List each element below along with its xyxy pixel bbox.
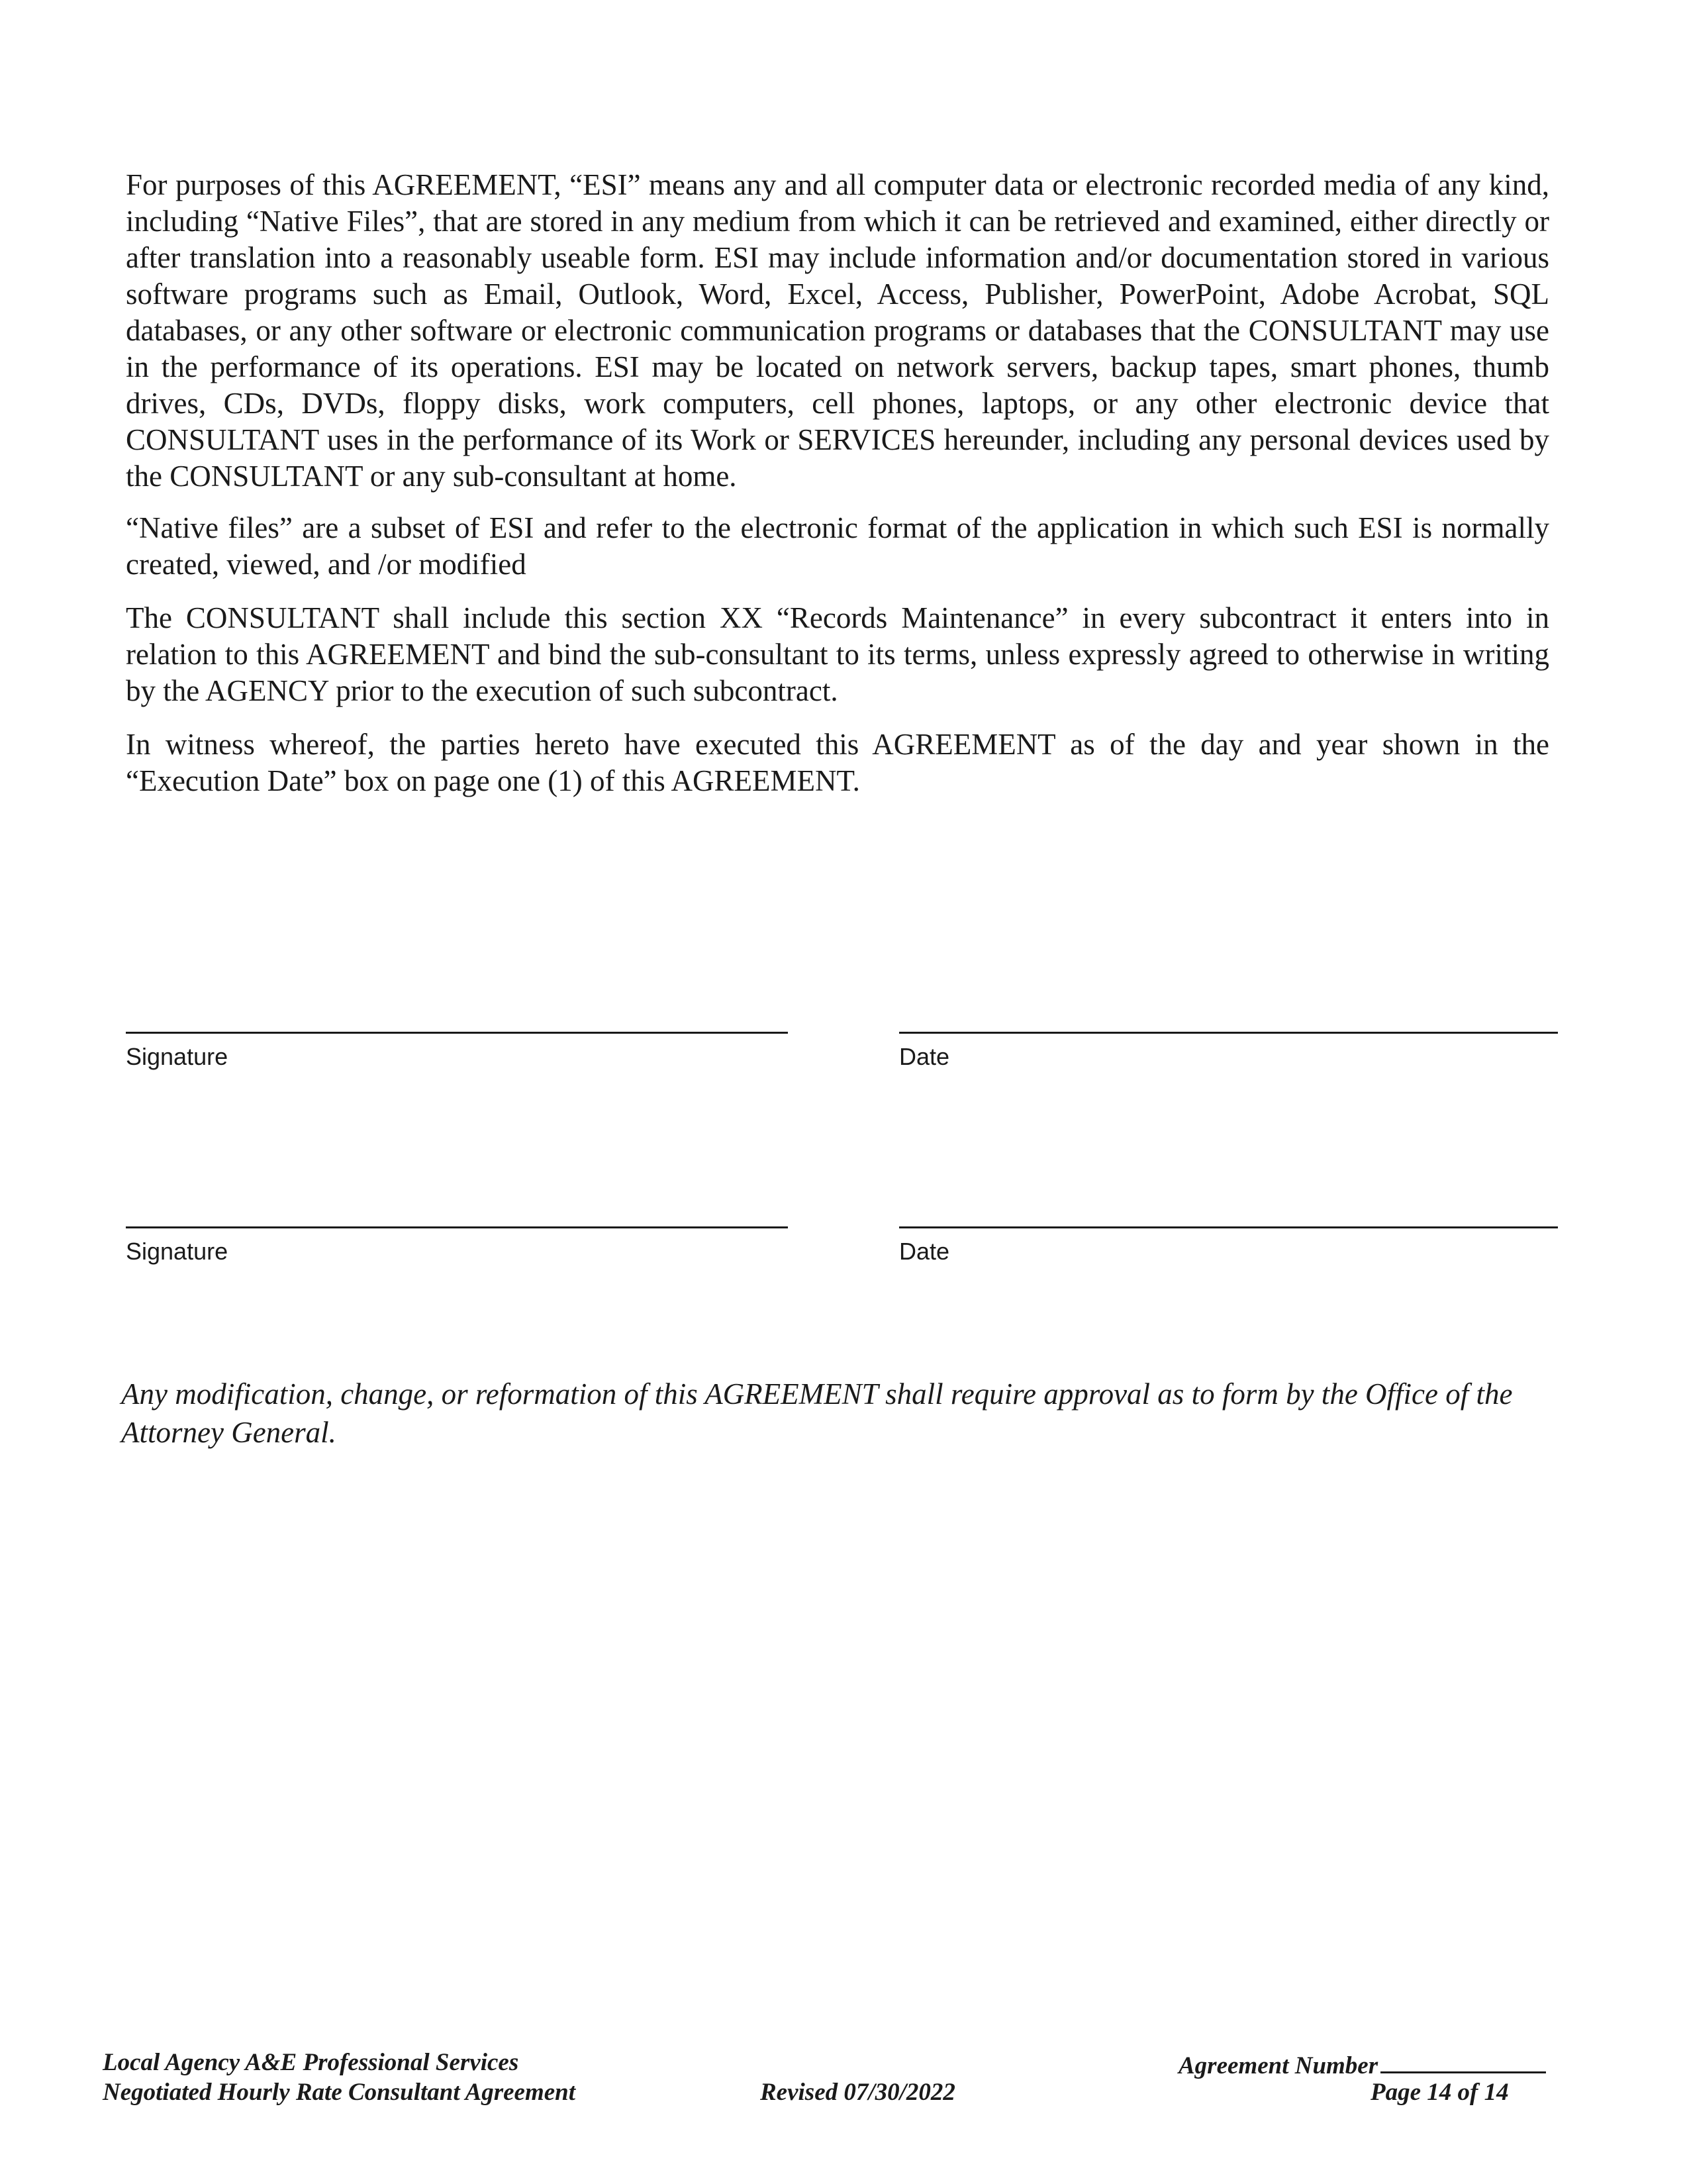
date-line[interactable] [899, 1226, 1558, 1228]
subcontract-paragraph: The CONSULTANT shall include this section XX “Records Maintenance” in every subcontract it enters into in relation to this AGREEMENT and bind the sub-consultant to its terms, unless expressly agreed to otherwise in writing by the AGENCY prior to the execution of such subcontract. [126, 601, 1549, 707]
footer-form-title: Local Agency A&E Professional Services [103, 2049, 519, 2076]
attorney-general-notice: Any modification, change, or reformation of this AGREEMENT shall require approval as to form by the Office of the Attorney General. [121, 1377, 1513, 1449]
date-label: Date [899, 1238, 950, 1265]
signature-line[interactable] [126, 1032, 788, 1034]
signature-label: Signature [126, 1043, 228, 1070]
date-line[interactable] [899, 1032, 1558, 1034]
signature-label: Signature [126, 1238, 228, 1265]
footer-revised-date: Revised 07/30/2022 [760, 2079, 955, 2106]
footer-form-subtitle: Negotiated Hourly Rate Consultant Agreement [103, 2079, 576, 2106]
esi-definition-paragraph: For purposes of this AGREEMENT, “ESI” means any and all computer data or electronic recorded media of any kind, including “Native Files”, that are stored in any medium from which it can be retrieved and examined, either directly or after translation into a reasonably useable form. ESI may include information and/or documentation stored in various software programs such as Email, Outlook, Word, Excel, Access, Publisher, PowerPoint, Adobe Acrobat, SQL databases, or any other software or electronic communication programs or databases that the CONSULTANT may use in the performance of its operations. ESI may be located on network servers, backup tapes, smart phones, thumb drives, CDs, DVDs, floppy disks, work computers, cell phones, laptops, or any other electronic device that CONSULTANT uses in the performance of its Work or SERVICES hereunder, including any personal devices used by the CONSULTANT or any sub-consultant at home. [126, 168, 1549, 493]
signature-line[interactable] [126, 1226, 788, 1228]
agreement-number-field[interactable] [1380, 2048, 1546, 2073]
footer-page-number: Page 14 of 14 [1371, 2079, 1509, 2106]
native-files-paragraph: “Native files” are a subset of ESI and refer to the electronic format of the application in which such ESI is normally created, viewed, and /or modified [126, 511, 1549, 581]
date-label: Date [899, 1043, 950, 1070]
footer-agreement-number [1179, 2048, 1546, 2081]
witness-paragraph: In witness whereof, the parties hereto have executed this AGREEMENT as of the day and year shown in the “Execution Date” box on page one (1) of this AGREEMENT. [126, 728, 1549, 797]
agreement-number-label: Agreement Number [1179, 2052, 1378, 2079]
